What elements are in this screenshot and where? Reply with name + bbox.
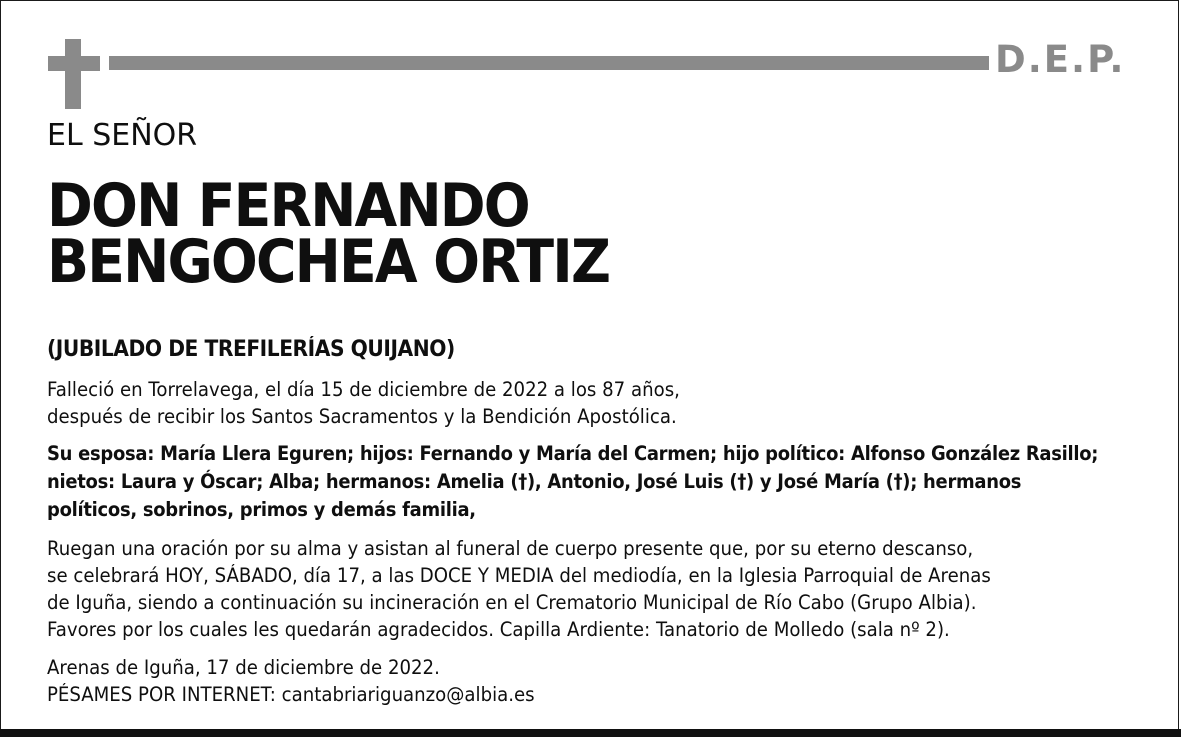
deceased-name-line1: DON FERNANDO bbox=[47, 171, 529, 241]
header-rule bbox=[109, 56, 989, 70]
family-line: nietos: Laura y Óscar; Alba; hermanos: Amelia (†), Antonio, José Luis (†) y José María (†); hermanos bbox=[47, 470, 1022, 493]
funeral-line: de Iguña, siendo a continuación su incineración en el Crematorio Municipal de Río Cabo (Grupo Albia). bbox=[47, 591, 977, 614]
bottom-rule bbox=[0, 729, 1181, 737]
family-line: Su esposa: María Llera Eguren; hijos: Fernando y María del Carmen; hijo político: Alfonso González Rasillo; bbox=[47, 442, 1099, 465]
funeral-line: Favores por los cuales les quedarán agradecidos. Capilla Ardiente: Tanatorio de Molledo (sala nº 2). bbox=[47, 618, 950, 641]
dep-label: D.E.P. bbox=[995, 38, 1126, 81]
death-notice-line: después de recibir los Santos Sacramentos y la Bendición Apostólica. bbox=[47, 405, 677, 428]
family-line: políticos, sobrinos, primos y demás familia, bbox=[47, 498, 476, 521]
cross-icon bbox=[48, 39, 100, 109]
deceased-name-line2: BENGOCHEA ORTIZ bbox=[47, 227, 610, 297]
funeral-line: se celebrará HOY, SÁBADO, día 17, a las DOCE Y MEDIA del mediodía, en la Iglesia Parroquial de Arenas bbox=[47, 564, 991, 587]
death-notice-line: Falleció en Torrelavega, el día 15 de diciembre de 2022 a los 87 años, bbox=[47, 378, 680, 401]
condolences-email: PÉSAMES POR INTERNET: cantabriariguanzo@albia.es bbox=[47, 683, 535, 706]
place-date: Arenas de Iguña, 17 de diciembre de 2022. bbox=[47, 656, 440, 679]
title-prefix: EL SEÑOR bbox=[47, 118, 198, 153]
funeral-line: Ruegan una oración por su alma y asistan al funeral de cuerpo presente que, por su eterno descanso, bbox=[47, 537, 974, 560]
occupation: (JUBILADO DE TREFILERÍAS QUIJANO) bbox=[47, 337, 455, 362]
